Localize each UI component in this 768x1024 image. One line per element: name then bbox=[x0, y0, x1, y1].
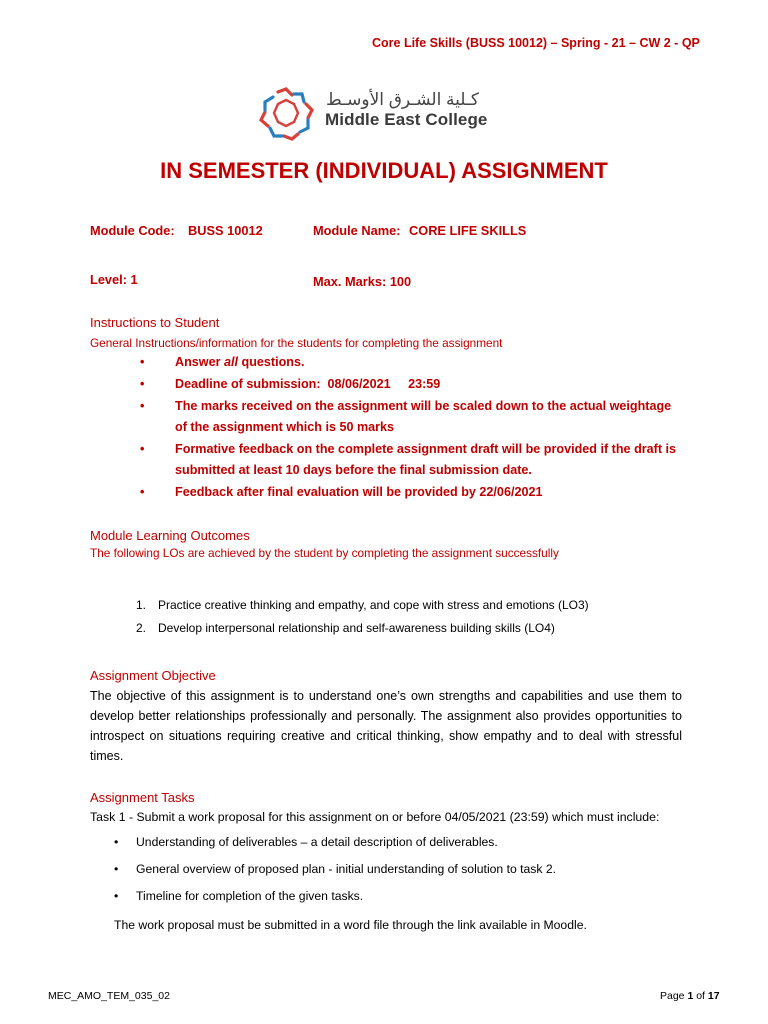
outcomes-heading: Module Learning Outcomes bbox=[90, 528, 250, 543]
list-item: • Understanding of deliverables – a detail description of deliverables. bbox=[112, 834, 556, 851]
list-item: 1. Practice creative thinking and empathy, and cope with stress and emotions (LO3) bbox=[136, 598, 589, 612]
module-code-label: Module Code: bbox=[90, 223, 175, 238]
task1-description: Task 1 - Submit a work proposal for this assignment on or before 04/05/2021 (23:59) which must include: bbox=[90, 810, 660, 824]
module-name-label: Module Name: bbox=[313, 223, 401, 238]
task1-deliverables-list bbox=[112, 834, 556, 915]
instructions-heading: Instructions to Student bbox=[90, 315, 220, 330]
list-item: • Deadline of submission: 08/06/2021 23:59 bbox=[140, 374, 680, 395]
college-emblem-icon bbox=[256, 86, 316, 142]
level-label: Level: 1 bbox=[90, 272, 138, 287]
task1-note: The work proposal must be submitted in a word file through the link available in Moodle. bbox=[114, 918, 587, 932]
document-header: Core Life Skills (BUSS 10012) – Spring - 21 – CW 2 - QP bbox=[372, 36, 700, 50]
college-name-english: Middle East College bbox=[325, 110, 488, 129]
tasks-heading: Assignment Tasks bbox=[90, 790, 195, 805]
page-number: Page 1 of 17 bbox=[660, 990, 720, 1002]
module-name-value: CORE LIFE SKILLS bbox=[409, 223, 527, 238]
document-code: MEC_AMO_TEM_035_02 bbox=[48, 990, 170, 1002]
list-item: 2. Develop interpersonal relationship and self-awareness building skills (LO4) bbox=[136, 621, 555, 635]
instructions-list bbox=[140, 352, 680, 504]
list-item: • General overview of proposed plan - initial understanding of solution to task 2. bbox=[112, 861, 556, 878]
instructions-subheading: General Instructions/information for the students for completing the assignment bbox=[90, 336, 503, 350]
outcomes-subheading: The following LOs are achieved by the student by completing the assignment successfully bbox=[90, 546, 559, 560]
list-item: • Formative feedback on the complete assignment draft will be provided if the draft is submitted at least 10 days before the final submission date. bbox=[140, 439, 680, 481]
list-item: • Timeline for completion of the given tasks. bbox=[112, 888, 556, 905]
page-title: IN SEMESTER (INDIVIDUAL) ASSIGNMENT bbox=[160, 158, 608, 183]
college-name-arabic: كـلية الشـرق الأوسـط bbox=[326, 90, 479, 109]
module-code-value: BUSS 10012 bbox=[188, 223, 263, 238]
objective-heading: Assignment Objective bbox=[90, 668, 216, 683]
list-item: • The marks received on the assignment will be scaled down to the actual weightage of the assignment which is 50 marks bbox=[140, 396, 680, 438]
max-marks-label: Max. Marks: 100 bbox=[313, 274, 412, 289]
list-item: • Feedback after final evaluation will be provided by 22/06/2021 bbox=[140, 482, 680, 503]
outcomes-list bbox=[136, 594, 589, 640]
objective-text: The objective of this assignment is to understand one’s own strengths and capabilities and use them to develop better relationships professionally and personally. The assignment also provides opportunities to introspect on situations requiring creative and critical thinking, show empathy and to deal with stressful times. bbox=[90, 689, 682, 763]
list-item: • Answer all questions. bbox=[140, 352, 680, 373]
